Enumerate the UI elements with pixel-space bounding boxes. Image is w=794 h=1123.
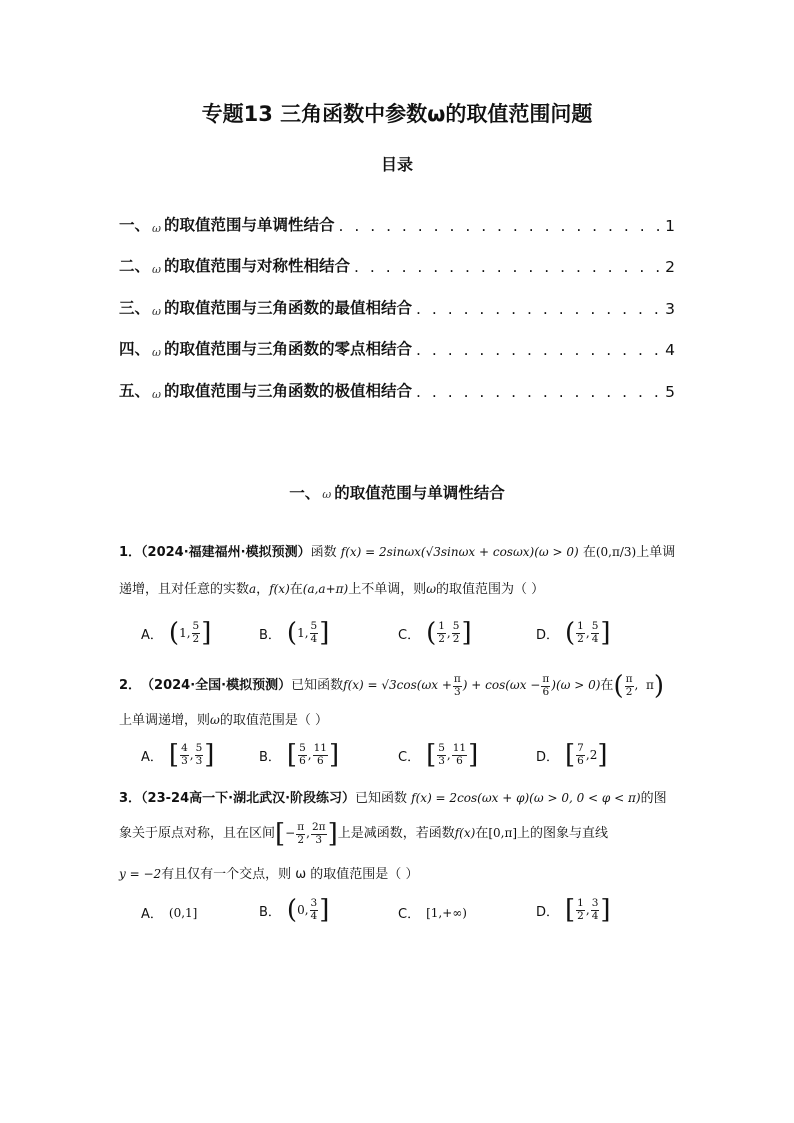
toc-page-number: 4	[665, 341, 675, 359]
option-d[interactable]: D． [ $\frac{7}{6}$ , 2 ]	[536, 740, 608, 770]
fraction: $\frac{5}{2}$	[192, 619, 200, 645]
option-c[interactable]: C． [1,+∞)	[398, 903, 467, 922]
fraction: $\frac{\pi}{6}$	[542, 672, 550, 698]
section-prefix: 一、	[289, 484, 321, 502]
question-text: 上是减函数，若函数	[337, 825, 455, 841]
option-b[interactable]: B． [ $\frac{5}{6}$ , $\frac{11}{6}$ ]	[259, 740, 340, 770]
toc-leader-dots	[354, 258, 661, 276]
option-label: C．	[398, 749, 421, 765]
interval: (0,π/3)	[595, 545, 637, 559]
option-label: A．	[141, 907, 163, 922]
toc-item-prefix: 四、	[119, 340, 151, 358]
question-line	[119, 867, 418, 884]
option-c[interactable]: C． ( $\frac{1}{2}$ , $\frac{5}{2}$ ]	[398, 618, 472, 648]
fraction: $\frac{1}{2}$	[577, 619, 584, 645]
omega-symbol: ω	[152, 304, 161, 318]
omega-symbol: ω	[152, 346, 161, 359]
section-heading	[0, 481, 794, 503]
fraction: $\frac{3}{4}$	[310, 896, 318, 922]
option-a[interactable]: A． [ $\frac{4}{3}$ , $\frac{5}{3}$ ]	[141, 740, 215, 770]
fraction: $\frac{5}{3}$	[195, 741, 203, 767]
fraction: $\frac{1}{2}$	[438, 619, 445, 645]
question-text: 函数	[310, 545, 337, 560]
question-line: 象关于原点对称，且在区间 [ − $\frac{\pi}{2}$ , $\frac{2\pi}{3}$ ] 上是减函数，若函数 f(x) 在 [0,π] 上的图象与直线	[119, 819, 609, 849]
toc-page-number: 5	[665, 382, 675, 401]
option-d[interactable]: D． ( $\frac{1}{2}$ , $\frac{5}{4}$ ]	[536, 618, 611, 648]
toc-item-prefix: 一、	[119, 215, 151, 234]
variable-a: a	[249, 582, 257, 596]
section-text: 的取值范围与单调性结合	[334, 484, 505, 502]
option-a[interactable]: A． (0,1]	[141, 903, 197, 922]
question-number: 2．	[119, 677, 142, 693]
toc-leader-dots	[416, 300, 661, 318]
toc-heading: 目录	[380, 155, 413, 174]
question-line	[119, 582, 544, 599]
fraction: $\frac{\pi}{2}$	[297, 820, 305, 846]
toc-item-2[interactable]	[119, 235, 675, 277]
omega-symbol: ω	[152, 221, 161, 235]
question-text: 象关于原点对称，且在区间	[119, 825, 276, 841]
fraction: $\frac{5}{3}$	[438, 741, 445, 767]
toc-leader-dots	[339, 217, 661, 235]
toc-item-prefix: 二、	[119, 257, 151, 275]
toc-item-5[interactable]	[119, 359, 675, 401]
question-text: 上单调递增，则	[119, 713, 211, 728]
question-number: 1．	[119, 545, 142, 560]
fraction: $\frac{5}{2}$	[452, 619, 460, 645]
option-d[interactable]: D． [ $\frac{1}{2}$ , $\frac{3}{4}$ ]	[536, 895, 611, 925]
toc-item-4[interactable]	[119, 318, 675, 360]
question-text: 的取值范围为（ ）	[436, 582, 545, 597]
question-source: （23-24高一下·湖北武汉·阶段练习）	[141, 791, 356, 806]
toc-item-text: 的取值范围与三角函数的最值相结合	[164, 298, 413, 317]
toc-item-1[interactable]	[119, 193, 675, 235]
question-text: 递增，且对任意的实数	[119, 582, 250, 597]
option-b[interactable]: B． ( 0 , $\frac{3}{4}$ ]	[259, 895, 330, 925]
question-text: 上的图象与直线	[517, 825, 609, 841]
question-text: 已知函数	[291, 677, 344, 693]
option-label: D．	[536, 627, 560, 643]
function-symbol: f(x)	[454, 826, 476, 841]
function-formula: f(x) = 2sinωx(√3sinωx + cosωx)(ω > 0)	[340, 545, 579, 559]
question-text: ，	[256, 582, 270, 597]
fraction: $\frac{\pi}{2}$	[625, 672, 633, 698]
function-formula: f(x) = √3cos(ωx +	[343, 678, 452, 693]
omega-symbol: ω	[426, 582, 437, 596]
question-line	[119, 545, 675, 562]
option-label: B．	[259, 749, 281, 765]
question-text: 的图	[640, 791, 667, 806]
option-label: D．	[536, 904, 560, 920]
fraction: $\frac{11}{6}$	[313, 741, 327, 767]
toc-item-text: 的取值范围与三角函数的零点相结合	[164, 340, 413, 358]
toc-item-3[interactable]	[119, 276, 675, 318]
question-text: 在	[289, 582, 303, 597]
line-equation: y = −2	[119, 867, 162, 881]
omega-symbol: ω	[210, 713, 220, 727]
page-title: 专题13 三角函数中参数ω的取值范围问题	[201, 102, 593, 126]
option-c[interactable]: C． [ $\frac{5}{3}$ , $\frac{11}{6}$ ]	[398, 740, 479, 770]
question-text: 已知函数	[355, 791, 408, 806]
fraction: $\frac{2\pi}{3}$	[311, 820, 326, 846]
question-source: （2024·福建福州·模拟预测）	[141, 545, 311, 560]
omega-symbol: ω	[322, 488, 332, 501]
toc-item-text: 的取值范围与单调性结合	[164, 215, 335, 234]
table-of-contents	[119, 193, 675, 401]
question-line	[119, 713, 328, 730]
fraction: $\frac{3}{4}$	[591, 896, 599, 922]
option-label: B．	[259, 627, 281, 643]
toc-page-number: 2	[665, 258, 675, 276]
toc-item-prefix: 五、	[119, 381, 151, 400]
function-symbol: f(x)	[269, 582, 290, 596]
omega-symbol: ω	[152, 263, 161, 276]
question-text: 在	[475, 825, 489, 841]
fraction: $\frac{11}{6}$	[452, 741, 467, 767]
question-number: 3．	[119, 791, 142, 806]
toc-page-number: 1	[665, 216, 675, 235]
fraction: $\frac{\pi}{3}$	[453, 672, 461, 698]
function-formula: f(x) = 2cos(ωx + φ)(ω > 0, 0 < φ < π)	[411, 791, 641, 805]
toc-leader-dots	[416, 341, 661, 359]
option-label: C．	[398, 627, 421, 643]
question-text: 有且仅有一个交点，则 ω 的取值范围是（ ）	[161, 867, 419, 882]
option-label: B．	[259, 904, 281, 920]
interval: [0,π]	[488, 826, 518, 841]
omega-symbol: ω	[152, 387, 161, 401]
question-text: 在	[600, 677, 614, 693]
toc-leader-dots	[416, 383, 661, 401]
toc-item-text: 的取值范围与对称性相结合	[164, 257, 351, 275]
fraction: $\frac{5}{4}$	[310, 619, 318, 645]
question-line	[119, 791, 667, 808]
fraction: $\frac{4}{3}$	[181, 741, 188, 767]
option-label: C．	[398, 907, 421, 922]
option-b[interactable]: B． ( 1 , $\frac{5}{4}$ ]	[259, 618, 330, 648]
toc-item-prefix: 三、	[119, 298, 151, 317]
option-label: A．	[141, 749, 163, 765]
option-a[interactable]: A． ( 1 , $\frac{5}{2}$ ]	[141, 618, 212, 648]
question-line: 2． （2024·全国·模拟预测） 已知函数 f(x) = √3cos(ωx + $\frac{\pi}{3}$ ) + cos(ωx − $\frac{\pi}{6}$ )(ω > 0) 在 ( $\frac{\pi}{2}$ , π )	[119, 671, 664, 701]
question-text: 的取值范围是（ ）	[219, 713, 328, 728]
toc-page-number: 3	[665, 299, 675, 318]
fraction: $\frac{5}{4}$	[591, 619, 599, 645]
question-source: （2024·全国·模拟预测）	[141, 677, 292, 693]
fraction: $\frac{1}{2}$	[577, 896, 584, 922]
question-text: 上单调	[636, 545, 676, 560]
option-label: D．	[536, 749, 560, 765]
fraction: $\frac{5}{6}$	[299, 741, 306, 767]
option-label: A．	[141, 627, 163, 643]
question-text: 上不单调，则	[348, 582, 427, 597]
question-text: 在	[582, 545, 596, 560]
interval: (a,a+π)	[302, 582, 349, 596]
toc-item-text: 的取值范围与三角函数的极值相结合	[164, 381, 413, 400]
fraction: $\frac{7}{6}$	[577, 741, 584, 767]
